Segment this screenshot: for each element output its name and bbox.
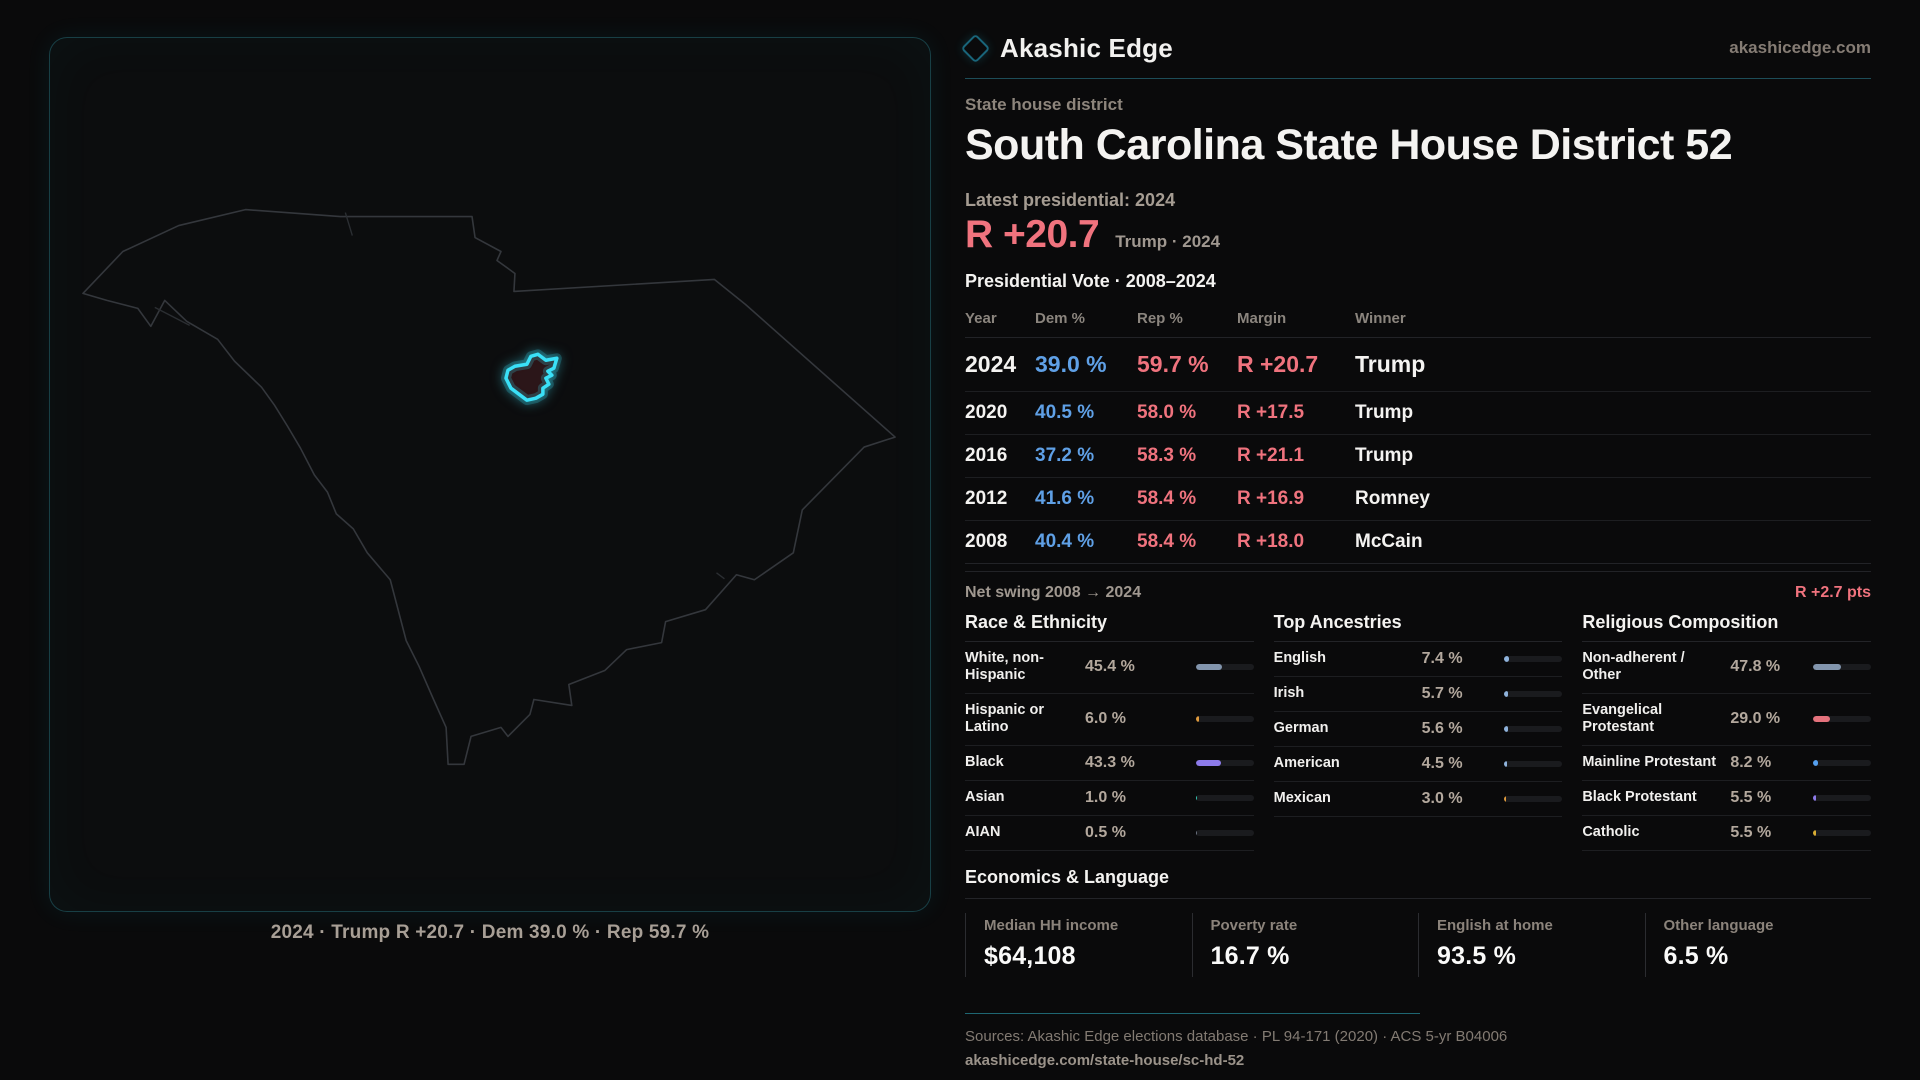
vote-table-row [965, 521, 1871, 563]
eyebrow-label: State house district [965, 95, 1123, 114]
stat-card [1418, 913, 1645, 977]
demo-row [1582, 746, 1871, 781]
demo-value: 29.0 % [1730, 710, 1781, 728]
vote-table-header [965, 304, 1871, 338]
demo-label: Asian [965, 788, 1005, 805]
demo-bar-fill [1504, 691, 1507, 697]
demo-value: 1.0 % [1085, 788, 1126, 806]
demo-bar-track [1504, 656, 1562, 662]
demo-section-title: Top Ancestries [1274, 612, 1563, 642]
demo-bar-fill [1196, 716, 1199, 722]
cell-winner: McCain [1355, 531, 1423, 552]
demo-bar-track [1196, 795, 1254, 801]
demo-row [1582, 694, 1871, 746]
cell-margin: R +17.5 [1237, 402, 1305, 423]
demo-bar-track [1504, 691, 1562, 697]
headline-margin-value: R +20.7 [965, 213, 1100, 256]
vote-table-row [965, 338, 1871, 392]
demo-label: Hispanic or Latino [965, 701, 1044, 736]
demo-bar-fill [1813, 664, 1841, 670]
demo-section [1274, 612, 1563, 851]
stat-label: Other language [1663, 916, 1774, 934]
map-caption: 2024 · Trump R +20.7 · Dem 39.0 % · Rep 59.7 % [270, 922, 710, 943]
cell-year: 2016 [965, 445, 1008, 466]
cell-winner: Trump [1355, 445, 1414, 466]
demo-label: Irish [1273, 685, 1305, 702]
cell-winner: Trump [1355, 402, 1414, 423]
demo-section [965, 612, 1254, 851]
cell-year: 2008 [965, 531, 1008, 552]
vote-table-row [965, 392, 1871, 435]
diamond-logo-icon [961, 33, 991, 63]
footer [965, 1013, 1871, 1069]
demo-value: 5.5 % [1730, 788, 1772, 806]
demo-bar-track [1813, 795, 1871, 801]
footer-sources: Sources: Akashic Edge elections database · PL 94-171 (2020) · ACS 5-yr B04006 [965, 1027, 1508, 1045]
net-swing-value: R +2.7 pts [1794, 584, 1871, 601]
footer-divider [965, 1013, 1420, 1014]
demo-bar-fill [1196, 795, 1197, 801]
demo-section-title: Race & Ethnicity [965, 612, 1254, 642]
stat-label: English at home [1437, 916, 1553, 934]
demo-bar-fill [1504, 761, 1507, 767]
demo-bar-track [1813, 830, 1871, 836]
vote-table-row [965, 435, 1871, 478]
stat-label: Median HH income [984, 916, 1119, 934]
district-shape[interactable] [506, 354, 557, 400]
demo-row [1274, 712, 1563, 747]
demo-value: 45.4 % [1085, 658, 1135, 676]
stat-value: 6.5 % [1663, 941, 1729, 970]
demo-bar-track [1813, 716, 1871, 722]
headline-context: Trump · 2024 [1115, 232, 1221, 251]
demo-bar-track [1813, 664, 1871, 670]
stat-label: Poverty rate [1210, 916, 1298, 934]
demo-row [1582, 781, 1871, 816]
demo-bar-fill [1504, 656, 1508, 662]
footer-permalink[interactable]: akashicedge.com/state-house/sc-hd-52 [965, 1051, 1245, 1069]
cell-dem-pct: 41.6 % [1035, 488, 1095, 509]
headline-margin-row [965, 213, 1871, 257]
cell-rep-pct: 59.7 % [1137, 351, 1209, 377]
cell-rep-pct: 58.0 % [1137, 402, 1197, 423]
demo-row [965, 781, 1254, 816]
demo-bar-fill [1196, 664, 1222, 670]
header [965, 28, 1871, 68]
detail-panel [965, 28, 1871, 1069]
demo-row [1582, 816, 1871, 851]
demo-label: Black [965, 753, 1004, 770]
demo-bar-fill [1813, 760, 1818, 766]
cell-margin: R +21.1 [1237, 445, 1305, 466]
demo-row [965, 642, 1254, 694]
demo-value: 6.0 % [1085, 710, 1126, 728]
cell-rep-pct: 58.4 % [1137, 531, 1197, 552]
demo-value: 5.7 % [1421, 685, 1463, 702]
page-title: South Carolina State House District 52 [965, 121, 1733, 169]
cell-rep-pct: 58.3 % [1137, 445, 1197, 466]
demo-row [1274, 677, 1563, 712]
demographics-section [965, 612, 1871, 851]
demo-value: 4.5 % [1421, 755, 1463, 772]
demo-row [1274, 747, 1563, 782]
cell-dem-pct: 40.5 % [1035, 402, 1095, 423]
stat-value: 16.7 % [1210, 941, 1290, 970]
demo-section-title: Religious Composition [1582, 612, 1871, 642]
cell-dem-pct: 37.2 % [1035, 445, 1095, 466]
demo-bar-track [1196, 664, 1254, 670]
vote-table-column-header: Dem % [1035, 310, 1086, 327]
stat-card [965, 913, 1192, 977]
demo-value: 5.6 % [1421, 720, 1463, 737]
stat-value: 93.5 % [1437, 941, 1517, 970]
demo-bar-fill [1813, 830, 1816, 836]
demo-label: Mexican [1273, 790, 1331, 807]
demo-label: German [1273, 720, 1329, 737]
demo-label: Black Protestant [1582, 788, 1697, 805]
vote-table-title: Presidential Vote · 2008–2024 [965, 271, 1216, 291]
demo-bar-track [1196, 830, 1254, 836]
demo-bar-fill [1813, 716, 1830, 722]
demo-section [1582, 612, 1871, 851]
vote-table [965, 304, 1871, 564]
cell-margin: R +20.7 [1237, 351, 1319, 377]
demo-value: 5.5 % [1730, 823, 1772, 841]
demo-bar-track [1196, 716, 1254, 722]
south-carolina-map [50, 38, 930, 911]
demo-label: AIAN [965, 823, 1001, 840]
vote-table-column-header: Rep % [1137, 310, 1183, 327]
demo-bar-track [1504, 761, 1562, 767]
vote-table-column-header: Year [965, 310, 997, 327]
vote-table-column-header: Winner [1355, 310, 1406, 327]
cell-winner: Trump [1355, 351, 1426, 377]
cell-year: 2020 [965, 402, 1008, 423]
state-outline [83, 210, 895, 765]
demo-bar-fill [1196, 760, 1221, 766]
demo-bar-fill [1504, 726, 1507, 732]
demo-bar-track [1196, 760, 1254, 766]
demo-row [965, 816, 1254, 851]
demo-value: 47.8 % [1730, 658, 1781, 676]
economics-stats-row [965, 913, 1871, 977]
demo-label: American [1273, 755, 1340, 772]
demo-value: 43.3 % [1085, 753, 1135, 771]
county-boundary-lines [155, 213, 725, 579]
demo-label: White, non-Hispanic [965, 650, 1044, 684]
header-divider [965, 78, 1871, 79]
demo-label: Non-adherent / Other [1582, 650, 1685, 684]
demo-value: 7.4 % [1421, 650, 1463, 667]
cell-margin: R +16.9 [1237, 488, 1305, 509]
demo-value: 8.2 % [1730, 753, 1772, 771]
cell-margin: R +18.0 [1237, 531, 1305, 552]
demo-bar-fill [1504, 796, 1506, 802]
cell-dem-pct: 39.0 % [1035, 351, 1107, 377]
demo-label: English [1273, 650, 1327, 667]
vote-table-body [965, 338, 1871, 563]
stat-value: $64,108 [984, 941, 1076, 970]
brand [965, 33, 1173, 64]
vote-table-row [965, 478, 1871, 521]
stat-card [1192, 913, 1419, 977]
economics-title: Economics & Language [965, 867, 1871, 899]
district-map-panel [49, 37, 931, 912]
demo-bar-fill [1813, 795, 1816, 801]
demo-label: Evangelical Protestant [1582, 701, 1663, 736]
demo-label: Mainline Protestant [1582, 753, 1717, 770]
demo-row [1274, 782, 1563, 817]
demo-bar-track [1504, 726, 1562, 732]
demo-bar-track [1813, 760, 1871, 766]
demo-value: 3.0 % [1421, 790, 1463, 807]
net-swing-label: Net swing 2008 → 2024 [965, 584, 1142, 601]
demo-value: 0.5 % [1085, 823, 1126, 841]
brand-name: Akashic Edge [1000, 32, 1173, 63]
brand-domain-link[interactable]: akashicedge.com [1729, 38, 1871, 57]
demo-row [1274, 642, 1563, 677]
net-swing-row [965, 571, 1871, 602]
demo-bar-track [1504, 796, 1562, 802]
latest-presidential-label: Latest presidential: 2024 [965, 190, 1176, 210]
cell-year: 2012 [965, 488, 1008, 509]
demo-row [965, 694, 1254, 746]
cell-year: 2024 [965, 351, 1017, 377]
cell-winner: Romney [1355, 488, 1430, 509]
cell-rep-pct: 58.4 % [1137, 488, 1197, 509]
demo-label: Catholic [1582, 823, 1640, 840]
demo-row [1582, 642, 1871, 694]
vote-table-column-header: Margin [1237, 310, 1287, 327]
demo-row [965, 746, 1254, 781]
cell-dem-pct: 40.4 % [1035, 531, 1095, 552]
stat-card [1645, 913, 1872, 977]
